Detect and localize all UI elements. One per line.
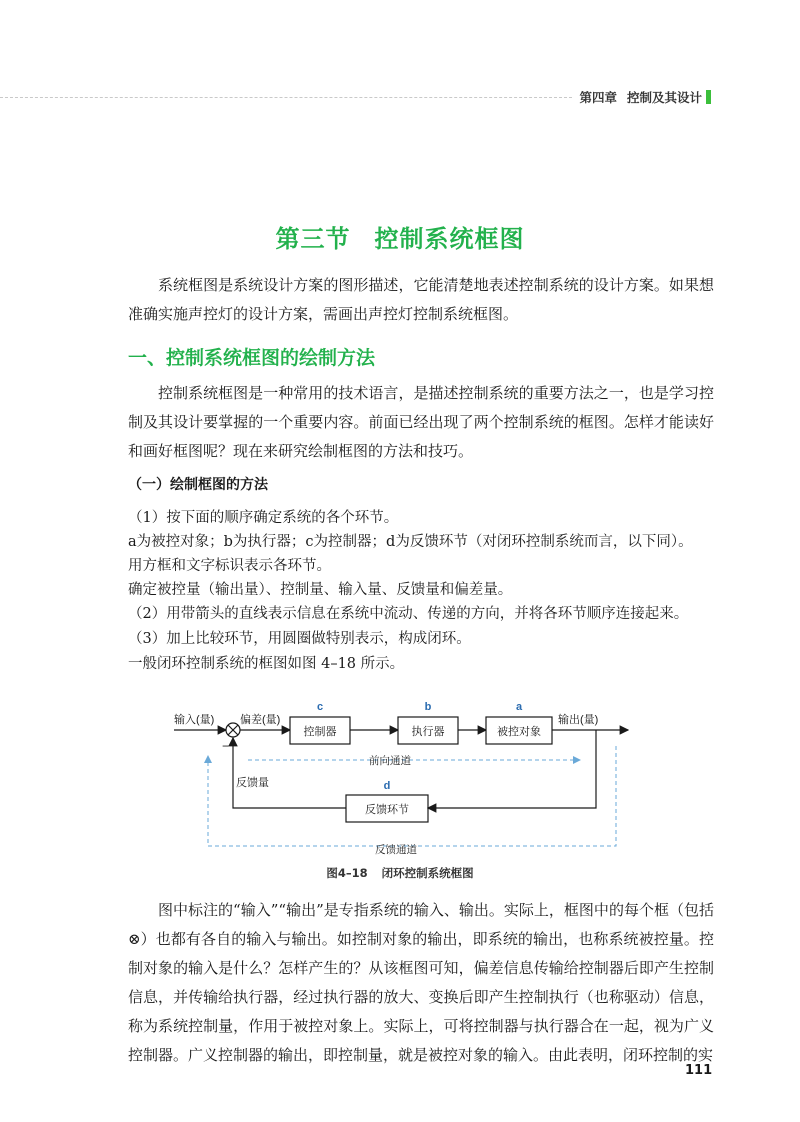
section-title	[0, 219, 800, 254]
subsection-heading: 一、控制系统框图的绘制方法	[128, 347, 376, 369]
controller-letter: c	[316, 701, 324, 713]
figure-number: 图4–18	[326, 866, 368, 880]
input-label: 输入(量)	[174, 714, 215, 726]
feedback-letter: d	[383, 780, 391, 792]
running-header	[579, 88, 702, 106]
para1-text: 控制系统框图是一种常用的技术语言，是描述控制系统的重要方法之一，也是学习控制及其设计要掌握的一个重要内容。前面已经出现了两个控制系统的框图。怎样才能读好和画好框图呢？现在来研究绘制框图的方法和技巧。	[128, 384, 714, 460]
step-line: 一般闭环控制系统的框图如图 4–18 所示。	[128, 656, 405, 672]
intro-text: 系统框图是系统设计方案的图形描述，它能清楚地表述控制系统的设计方案。如果想准确实施声控灯的设计方案，需画出声控灯控制系统框图。	[128, 276, 714, 323]
page-number: 111	[685, 1063, 713, 1078]
step-line: 确定被控量（输出量）、控制量、输入量、反馈量和偏差量。	[128, 582, 513, 598]
actuator-label: 执行器	[411, 726, 445, 738]
deviation-label: 偏差(量)	[240, 714, 281, 726]
figure-title: 闭环控制系统框图	[381, 866, 474, 880]
header-chapter: 第四章	[579, 90, 617, 105]
step-line: 用方框和文字标识表示各环节。	[128, 558, 331, 574]
step-line: a为被控对象；b为执行器；c为控制器；d为反馈环节（对闭环控制系统而言，以下同）。	[128, 534, 693, 550]
header-accent-bar	[706, 90, 711, 104]
plant-letter: a	[515, 701, 523, 713]
forward-channel-label: 前向通道	[369, 755, 411, 767]
comparator-symbol	[226, 723, 240, 737]
header-title: 控制及其设计	[626, 90, 702, 105]
block-diagram	[160, 690, 640, 870]
feedback-channel-label: 反馈通道	[375, 844, 417, 856]
actuator-letter: b	[424, 701, 432, 713]
body-paragraph-2	[128, 896, 714, 1070]
step-line: （1）按下面的顺序确定系统的各个环节。	[128, 510, 399, 526]
section-name: 控制系统框图	[374, 225, 525, 253]
step-line: （3）加上比较环节，用圆圈做特别表示，构成闭环。	[128, 631, 471, 647]
header-rule	[0, 97, 572, 98]
plant-label: 被控对象	[497, 726, 541, 738]
intro-paragraph	[128, 271, 714, 329]
step-line: （2）用带箭头的直线表示信息在系统中流动、传递的方向，并将各环节顺序连接起来。	[128, 606, 689, 622]
method-heading: （一）绘制框图的方法	[128, 477, 268, 493]
feedback-signal-line	[233, 738, 346, 808]
feedback-quantity-label: 反馈量	[236, 777, 269, 789]
feedback-block-label: 反馈环节	[365, 804, 409, 816]
para2-text: 图中标注的“输入”“输出”是专指系统的输入、输出。实际上，框图中的每个框（包括⊗）也都有各自的输入与输出。如控制对象的输出，即系统的输出，也称系统被控量。控制对象的输入是什么？怎样产生的？从该框图可知，偏差信息传输给控制器后即产生控制信息，并传输给执行器，经过执行器的放大、变换后即产生控制执行（也称驱动）信息，称为系统控制量，作用于被控对象上。实际上，可将控制器与执行器合在一起，视为广义控制器。广义控制器的输出，即控制量，就是被控对象的输入。由此表明，闭环控制的实	[128, 901, 714, 1064]
section-number: 第三节	[275, 225, 351, 253]
figure-caption	[0, 865, 800, 881]
body-paragraph-1	[128, 379, 714, 466]
controller-label: 控制器	[303, 726, 337, 738]
minus-sign: −	[222, 739, 230, 753]
output-label: 输出(量)	[558, 714, 599, 726]
